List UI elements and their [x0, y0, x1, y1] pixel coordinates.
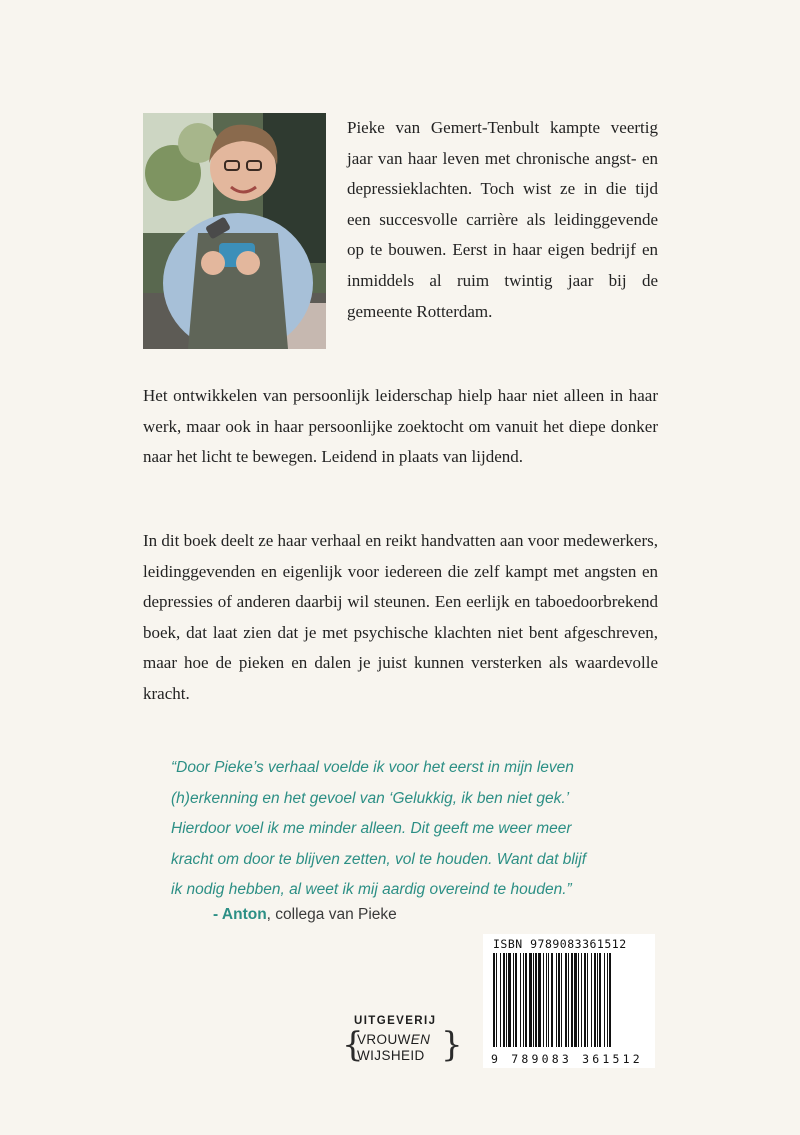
barcode-bar	[565, 953, 567, 1047]
publisher-line-1: UITGEVERIJ	[354, 1015, 437, 1027]
author-photo	[143, 113, 326, 349]
barcode-bar	[584, 953, 586, 1047]
barcode-bar	[535, 953, 537, 1047]
quote-line: ik nodig hebben, al weet ik mij aardig overeind te houden.”	[171, 881, 572, 898]
isbn-label: ISBN 9789083361512	[493, 937, 627, 951]
barcode-bar	[551, 953, 553, 1047]
barcode-bar	[571, 953, 573, 1047]
body-paragraph-3: In dit boek deelt ze haar verhaal en reikt handvatten aan voor medewerkers, leidinggevenden en eigenlijk voor iedereen die zelf kampt met angsten en depressies of anderen daarbij wil steunen. Een eerlijk en taboedoorbrekend boek, dat laat zien dat je met psychische klachten niet bent afgeschreven, maar hoe de pieken en dalen je juist kunnen versterken als waardevolle kracht.	[143, 531, 658, 703]
testimonial-quote	[171, 753, 641, 906]
barcode-bar	[597, 953, 598, 1047]
barcode-bar	[538, 953, 541, 1047]
barcode-bar	[525, 953, 527, 1047]
barcode-bar	[546, 953, 547, 1047]
right-brace-icon: }	[441, 1025, 463, 1065]
publisher-logo	[340, 1015, 463, 1071]
left-brace-icon: {	[342, 1025, 364, 1065]
barcode-bar	[594, 953, 596, 1047]
barcode-bar	[568, 953, 569, 1047]
publisher-line-2	[357, 1032, 430, 1047]
barcode-bar	[533, 953, 534, 1047]
barcode-bar	[506, 953, 507, 1047]
barcode-bar	[599, 953, 601, 1047]
barcode-bar	[508, 953, 511, 1047]
quote-attribution	[213, 906, 397, 924]
barcode-bar	[607, 953, 608, 1047]
barcode-bar	[523, 953, 524, 1047]
barcode-bar	[609, 953, 611, 1047]
barcode-bar	[581, 953, 582, 1047]
quote-line: Hierdoor voel ik me minder alleen. Dit geeft me weer meer	[171, 820, 572, 837]
barcode-bar	[561, 953, 562, 1047]
barcode-bar	[556, 953, 557, 1047]
barcode-bar	[500, 953, 501, 1047]
quote-line: kracht om door te blijven zetten, vol te houden. Want dat blijf	[171, 850, 587, 868]
body-paragraph-2: Het ontwikkelen van persoonlijk leiderschap hielp haar niet alleen in haar werk, maar ook in haar persoonlijke zoektocht om vanuit het diepe donker naar het licht te bewegen. Leidend in plaats van lijdend.	[143, 386, 658, 467]
barcode-bars	[493, 953, 645, 1047]
attribution-author: Anton	[221, 906, 267, 923]
barcode-bar	[493, 953, 495, 1047]
isbn-barcode	[483, 934, 655, 1068]
barcode-bar	[520, 953, 521, 1047]
barcode-bar	[515, 953, 517, 1047]
quote-line: (h)erkenning en het gevoel van ‘Gelukkig, ik ben niet gek.’	[171, 789, 570, 807]
barcode-bar	[513, 953, 514, 1047]
publisher-line-2b: EN	[410, 1032, 431, 1047]
attribution-role: , collega van Pieke	[266, 906, 397, 923]
barcode-bar	[496, 953, 497, 1047]
barcode-bar	[574, 953, 577, 1047]
attribution-dash: -	[213, 906, 222, 923]
barcode-bar	[578, 953, 579, 1047]
barcode-bar	[503, 953, 505, 1047]
barcode-bar	[604, 953, 605, 1047]
quote-line: “Door Pieke’s verhaal voelde ik voor het eerst in mijn leven	[171, 759, 574, 776]
barcode-bar	[529, 953, 532, 1047]
barcode-bar	[543, 953, 544, 1047]
barcode-bar	[587, 953, 588, 1047]
barcode-bar	[558, 953, 560, 1047]
publisher-line-2a: VROUW	[357, 1032, 411, 1047]
barcode-bar	[548, 953, 549, 1047]
publisher-line-3: WIJSHEID	[357, 1048, 425, 1063]
barcode-bar	[591, 953, 592, 1047]
intro-paragraph: Pieke van Gemert-Tenbult kampte veertig jaar van haar leven met chronische angst- en depressieklachten. Toch wist ze in die tijd een succesvolle carrière als leidinggevende op te bouwen. Eerst in haar eigen bedrijf en inmiddels al ruim twintig jaar bij de gemeente Rotterdam.	[347, 118, 658, 321]
isbn-digits: 9 789083 361512	[491, 1052, 643, 1066]
